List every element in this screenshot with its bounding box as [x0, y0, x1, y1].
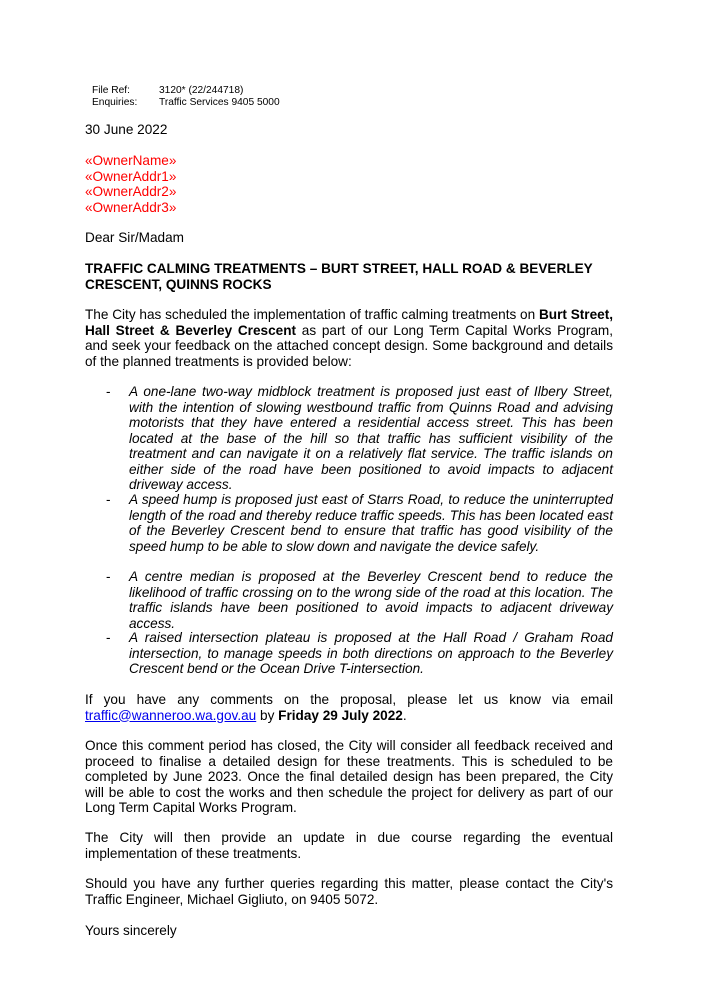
bullet-item	[106, 630, 613, 677]
comments-paragraph	[85, 692, 613, 723]
closing-paragraph: Once this comment period has closed, the City will consider all feedback received and proceed to finalise a detailed design for these treatments. This is scheduled to be completed by June 2023. Once the final detailed design has been prepared, the City will be able to cost the works and then schedule the project for delivery as part of our Long Term Capital Works Program.	[85, 738, 613, 815]
file-ref-label: File Ref:	[92, 85, 130, 96]
intro-text-2: as part of our Long Term Capital Works Program, and seek your feedback on the attached concept design. Some background and details of the planned treatments is provided below:	[85, 322, 614, 369]
signoff: Yours sincerely	[85, 923, 177, 938]
address-block	[85, 153, 176, 215]
enquiries-row	[92, 97, 280, 109]
owner-addr2: «OwnerAddr2»	[85, 184, 177, 199]
contact-paragraph: Should you have any further queries regarding this matter, please contact the City's Traffic Engineer, Michael Gigliuto, on 9405 5072.	[85, 876, 613, 907]
comments-text-1: If you have any comments on the proposal, please let us know via email	[85, 692, 613, 707]
bullet-text: A one-lane two-way midblock treatment is proposed just east of Ilbery Street, with the intention of slowing westbound traffic from Quinns Road and advising motorists that they have entered a residential access street. This has been located at the base of the hill so that traffic has sufficient visibility of the treatment and can navigate it on a relatively flat service. The traffic islands on either side of the road have been positioned to avoid impacts to adjacent driveway access.	[129, 384, 613, 492]
comments-text-2: by	[256, 707, 279, 723]
owner-name: «OwnerName»	[85, 153, 177, 168]
comments-text-3: .	[402, 707, 407, 723]
comments-deadline: Friday 29 July 2022	[278, 707, 403, 723]
file-ref-row	[92, 85, 280, 97]
bullet-dash: -	[106, 569, 111, 584]
bullet-dash: -	[106, 384, 111, 399]
letter-date: 30 June 2022	[85, 122, 168, 137]
intro-paragraph	[85, 307, 613, 369]
bullet-text: A raised intersection plateau is proposed at the Hall Road / Graham Road intersection, to manage speeds in both directions on approach to the Beverley Crescent bend or the Ocean Drive T-intersection.	[129, 630, 613, 676]
bullet-item	[106, 569, 613, 631]
bullet-text: A centre median is proposed at the Beverley Crescent bend to reduce the likelihood of traffic crossing on to the wrong side of the road at this location. The traffic islands have been positioned to avoid impacts to adjacent driveway access.	[129, 569, 613, 631]
reference-block	[92, 85, 280, 109]
email-link[interactable]: traffic@wanneroo.wa.gov.au	[85, 707, 257, 723]
owner-addr1: «OwnerAddr1»	[85, 168, 177, 184]
enquiries-value: Traffic Services 9405 5000	[159, 97, 280, 108]
intro-text-1: The City has scheduled the implementation of traffic calming treatments on	[85, 307, 539, 322]
bullet-text: A speed hump is proposed just east of Starrs Road, to reduce the uninterrupted length of the road and thereby reduce traffic speeds. This has been located east of the Beverley Crescent bend to ensure that traffic has good visibility of the speed hump to be able to slow down and navigate the device safely.	[129, 492, 613, 554]
bullet-dash: -	[106, 630, 111, 645]
enquiries-label: Enquiries:	[92, 97, 138, 108]
owner-addr3: «OwnerAddr3»	[85, 199, 177, 215]
salutation: Dear Sir/Madam	[85, 230, 184, 245]
update-paragraph: The City will then provide an update in due course regarding the eventual implementation of these treatments.	[85, 830, 613, 861]
file-ref-value: 3120* (22/244718)	[159, 85, 244, 96]
subject-heading: TRAFFIC CALMING TREATMENTS – BURT STREET, HALL ROAD & BEVERLEY CRESCENT, QUINNS ROCKS	[85, 261, 593, 292]
bullet-item	[106, 384, 613, 493]
intro-streets: Burt Street, Hall Street & Beverley Crescent	[85, 307, 614, 338]
bullet-item	[106, 492, 613, 554]
bullet-dash: -	[106, 492, 111, 507]
